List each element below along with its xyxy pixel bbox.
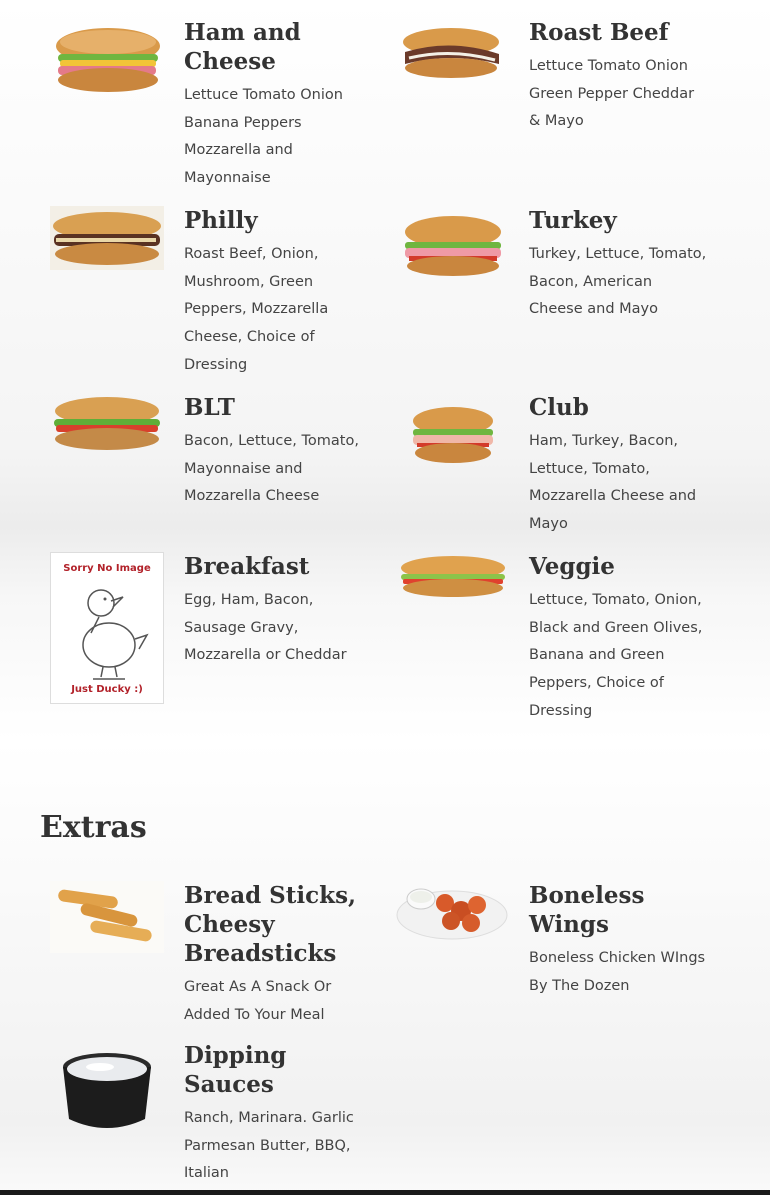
item-description: Turkey, Lettuce, Tomato, Bacon, American Cheese and Mayo — [529, 246, 707, 318]
item-name: Club — [529, 394, 589, 421]
item-name: Bread Sticks, Cheesy Breadsticks — [184, 882, 357, 967]
item-description: Roast Beef, Onion, Mushroom, Green Peppers, Mozzarella Cheese, Choice of Dressing — [184, 246, 329, 373]
item-description: Boneless Chicken WIngs By The Dozen — [529, 950, 706, 994]
item-name: BLT — [184, 394, 235, 421]
item-name: Breakfast — [184, 553, 310, 580]
no-image-placeholder — [50, 552, 164, 704]
item-name: Turkey — [529, 207, 617, 234]
item-name: Veggie — [529, 553, 615, 580]
item-description: Great As A Snack Or Added To Your Meal — [184, 979, 332, 1023]
item-name: Boneless Wings — [529, 882, 645, 938]
item-description: Lettuce Tomato Onion Banana Peppers Mozzarella and Mayonnaise — [184, 87, 343, 187]
item-description: Lettuce, Tomato, Onion, Black and Green Olives, Banana and Green Peppers, Choice of Dressing — [529, 592, 703, 719]
duck-icon — [51, 553, 163, 703]
item-description: Egg, Ham, Bacon, Sausage Gravy, Mozzarella or Cheddar — [184, 592, 347, 664]
item-name: Ham and Cheese — [184, 19, 301, 75]
no-image-caption: Just Ducky :) — [71, 684, 143, 695]
item-description: Ranch, Marinara. Garlic Parmesan Butter, BBQ, Italian — [184, 1110, 354, 1182]
item-description: Lettuce Tomato Onion Green Pepper Cheddar & Mayo — [529, 58, 695, 130]
item-name: Philly — [184, 207, 258, 234]
ham-and-cheese-image — [50, 18, 164, 98]
no-image-text: Sorry No Image — [63, 563, 151, 574]
club-image — [395, 393, 509, 473]
item-name: Dipping Sauces — [184, 1042, 287, 1098]
philly-image — [50, 206, 164, 270]
section-title-extras: Extras — [40, 810, 147, 845]
veggie-image — [395, 552, 509, 602]
roast-beef-image — [395, 18, 509, 88]
blt-image — [50, 393, 164, 457]
item-description: Bacon, Lettuce, Tomato, Mayonnaise and Mozzarella Cheese — [184, 433, 359, 505]
bread-sticks-image — [50, 881, 164, 953]
dipping-sauce-image — [50, 1041, 164, 1137]
footer-bar — [0, 1190, 770, 1195]
turkey-image — [395, 206, 509, 286]
boneless-wings-image — [395, 881, 509, 943]
item-name: Roast Beef — [529, 19, 669, 46]
menu-item-breakfast — [50, 552, 380, 704]
item-description: Ham, Turkey, Bacon, Lettuce, Tomato, Mozzarella Cheese and Mayo — [529, 433, 697, 533]
